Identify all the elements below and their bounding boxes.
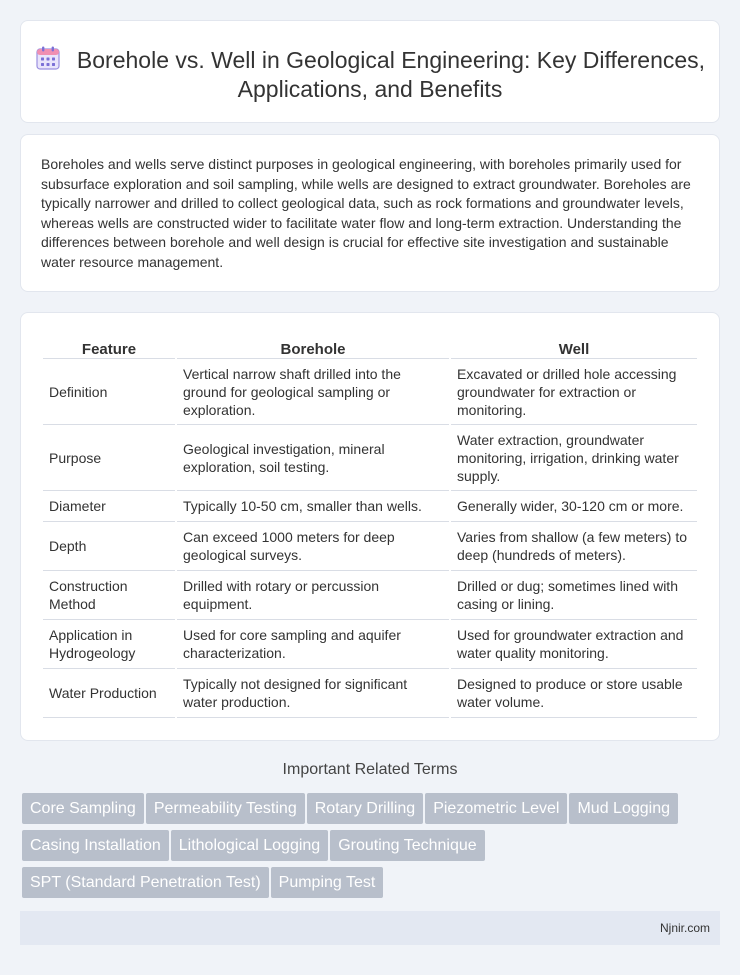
feature-cell: Depth <box>43 522 175 571</box>
table-row <box>43 425 697 491</box>
feature-cell: Water Production <box>43 669 175 718</box>
borehole-cell: Typically not designed for significant water production. <box>177 669 449 718</box>
header-well: Well <box>451 335 697 359</box>
related-term-tag[interactable]: Lithological Logging <box>171 830 328 861</box>
table-header-row <box>43 335 697 359</box>
well-cell: Excavated or drilled hole accessing groundwater for extraction or monitoring. <box>451 359 697 425</box>
comparison-table-card <box>20 312 720 741</box>
feature-cell: Diameter <box>43 491 175 522</box>
well-cell: Water extraction, groundwater monitoring, irrigation, drinking water supply. <box>451 425 697 491</box>
page-title: Borehole vs. Well in Geological Engineering: Key Differences, Applications, and Benefits <box>76 47 706 102</box>
well-cell: Designed to produce or store usable water volume. <box>451 669 697 718</box>
table-row <box>43 571 697 620</box>
feature-cell: Definition <box>43 359 175 425</box>
related-term-tag[interactable]: Core Sampling <box>22 793 144 824</box>
comparison-table <box>41 335 699 718</box>
borehole-cell: Typically 10-50 cm, smaller than wells. <box>177 491 449 522</box>
table-row <box>43 620 697 669</box>
related-terms-heading: Important Related Terms <box>282 761 458 778</box>
page-title-block <box>21 45 719 104</box>
footer-site-name: Njnir.com <box>659 921 710 935</box>
borehole-cell: Drilled with rotary or percussion equipment. <box>177 571 449 620</box>
well-cell: Varies from shallow (a few meters) to deep (hundreds of meters). <box>451 522 697 571</box>
feature-cell: Application in Hydrogeology <box>43 620 175 669</box>
related-term-tag[interactable]: SPT (Standard Penetration Test) <box>22 867 269 898</box>
well-cell: Used for groundwater extraction and water quality monitoring. <box>451 620 697 669</box>
table-row <box>43 359 697 425</box>
related-term-tag[interactable]: Pumping Test <box>271 867 384 898</box>
related-term-tag[interactable]: Rotary Drilling <box>307 793 423 824</box>
table-row <box>43 491 697 522</box>
borehole-cell: Can exceed 1000 meters for deep geological surveys. <box>177 522 449 571</box>
borehole-cell: Used for core sampling and aquifer characterization. <box>177 620 449 669</box>
feature-cell: Construction Method <box>43 571 175 620</box>
borehole-cell: Vertical narrow shaft drilled into the ground for geological sampling or exploration. <box>177 359 449 425</box>
related-term-tag[interactable]: Casing Installation <box>22 830 169 861</box>
table-row <box>43 522 697 571</box>
related-term-tag[interactable]: Grouting Technique <box>330 830 484 861</box>
well-cell: Drilled or dug; sometimes lined with casing or lining. <box>451 571 697 620</box>
title-card <box>20 20 720 123</box>
footer <box>20 911 720 945</box>
related-terms-list <box>22 793 722 904</box>
header-feature: Feature <box>43 335 175 359</box>
intro-paragraph: Boreholes and wells serve distinct purposes in geological engineering, with boreholes primarily used for subsurface exploration and soil sampling, while wells are designed to extract groundwater. Boreholes are typically narrower and drilled to collect geological data, such as rock formations and groundwater levels, whereas wells are constructed wider to facilitate water flow and long-term extraction. Understanding the differences between borehole and well design is crucial for effective site investigation and sustainable water resource management. <box>41 156 691 270</box>
related-term-tag[interactable]: Permeability Testing <box>146 793 305 824</box>
intro-card <box>20 134 720 292</box>
borehole-cell: Geological investigation, mineral exploration, soil testing. <box>177 425 449 491</box>
feature-cell: Purpose <box>43 425 175 491</box>
related-term-tag[interactable]: Mud Logging <box>569 793 678 824</box>
table-row <box>43 669 697 718</box>
well-cell: Generally wider, 30-120 cm or more. <box>451 491 697 522</box>
related-term-tag[interactable]: Piezometric Level <box>425 793 567 824</box>
calendar-icon <box>35 45 61 71</box>
header-borehole: Borehole <box>177 335 449 359</box>
